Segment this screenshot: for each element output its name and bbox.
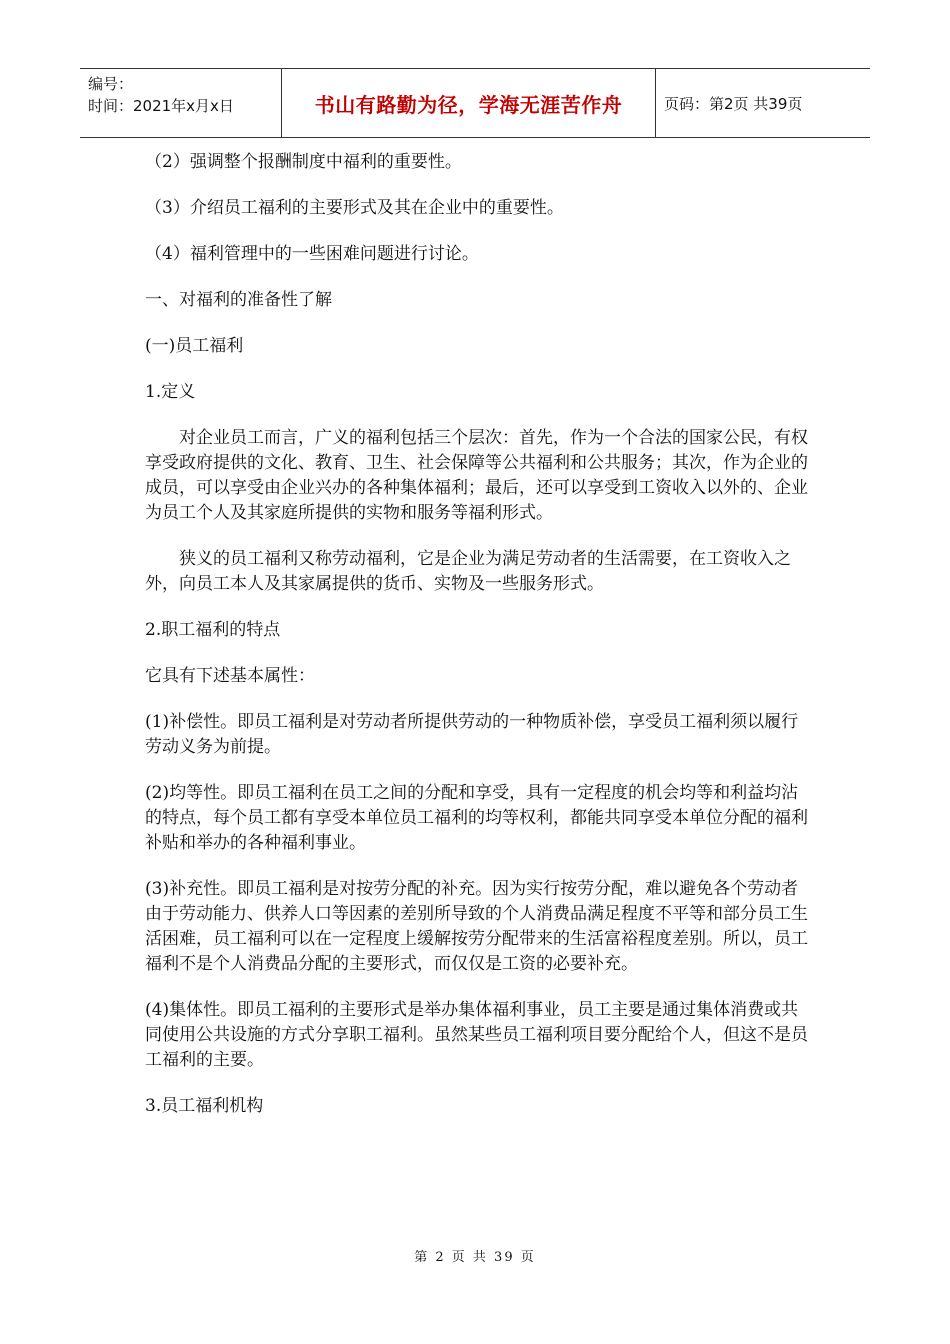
features-intro: 它具有下述基本属性： bbox=[145, 666, 315, 686]
page-header bbox=[80, 68, 870, 138]
narrow-definition-paragraph: 狭义的员工福利又称劳动福利，它是企业为满足劳动者的生活需要，在工资收入之外，向员工本人及其家属提供的货币、实物及一些服务形式。 bbox=[145, 549, 791, 594]
institutions-heading: 3.员工福利机构 bbox=[145, 1096, 264, 1116]
list-item-2: （2）强调整个报酬制度中福利的重要性。 bbox=[145, 152, 462, 172]
header-motto-cell bbox=[282, 69, 656, 137]
document-number-label: 编号： bbox=[88, 75, 134, 93]
header-page-cell bbox=[656, 69, 870, 137]
document-date-label: 时间：2021年x月x日 bbox=[88, 97, 234, 115]
definition-heading: 1.定义 bbox=[145, 382, 196, 402]
footer-page-number: 第 2 页 共 39 页 bbox=[414, 1250, 536, 1265]
header-page-info: 页码：第2页 共39页 bbox=[664, 94, 803, 113]
feature-collective: (4)集体性。即员工福利的主要形式是举办集体福利事业，员工主要是通过集体消费或共同使用公共设施的方式分享职工福利。虽然某些员工福利项目要分配给个人，但这不是员工福利的主要。 bbox=[145, 1000, 808, 1070]
feature-compensation: (1)补偿性。即员工福利是对劳动者所提供劳动的一种物质补偿，享受员工福利须以履行劳动义务为前提。 bbox=[145, 712, 799, 757]
feature-equality: (2)均等性。即员工福利在员工之间的分配和享受，具有一定程度的机会均等和利益均沾的特点，每个员工都有享受本单位员工福利的均等权利，都能共同享受本单位分配的福利补贴和举办的各种福利事业。 bbox=[145, 783, 808, 853]
list-item-4: （4）福利管理中的一些困难问题进行讨论。 bbox=[145, 244, 479, 264]
list-item-3: （3）介绍员工福利的主要形式及其在企业中的重要性。 bbox=[145, 198, 564, 218]
page-footer bbox=[0, 1246, 950, 1265]
feature-supplementary: (3)补充性。即员工福利是对按劳分配的补充。因为实行按劳分配，难以避免各个劳动者由于劳动能力、供养人口等因素的差别所导致的个人消费品满足程度不平等和部分员工生活困难，员工福利可以在一定程度上缓解按劳分配带来的生活富裕程度差别。所以，员工福利不是个人消费品分配的主要形式，而仅仅是工资的必要补充。 bbox=[145, 879, 808, 974]
features-heading: 2.职工福利的特点 bbox=[145, 620, 281, 640]
section-heading: 一、对福利的准备性了解 bbox=[145, 290, 332, 310]
header-motto: 书山有路勤为径，学海无涯苦作舟 bbox=[314, 92, 623, 117]
subsection-heading: (一)员工福利 bbox=[145, 336, 244, 356]
broad-definition-paragraph: 对企业员工而言，广义的福利包括三个层次：首先，作为一个合法的国家公民，有权享受政府提供的文化、教育、卫生、社会保障等公共福利和公共服务；其次，作为企业的成员，可以享受由企业兴办的各种集体福利；最后，还可以享受到工资收入以外的、企业为员工个人及其家庭所提供的实物和服务等福利形式。 bbox=[145, 428, 808, 523]
document-body bbox=[145, 150, 810, 1140]
header-meta-cell bbox=[80, 69, 282, 137]
